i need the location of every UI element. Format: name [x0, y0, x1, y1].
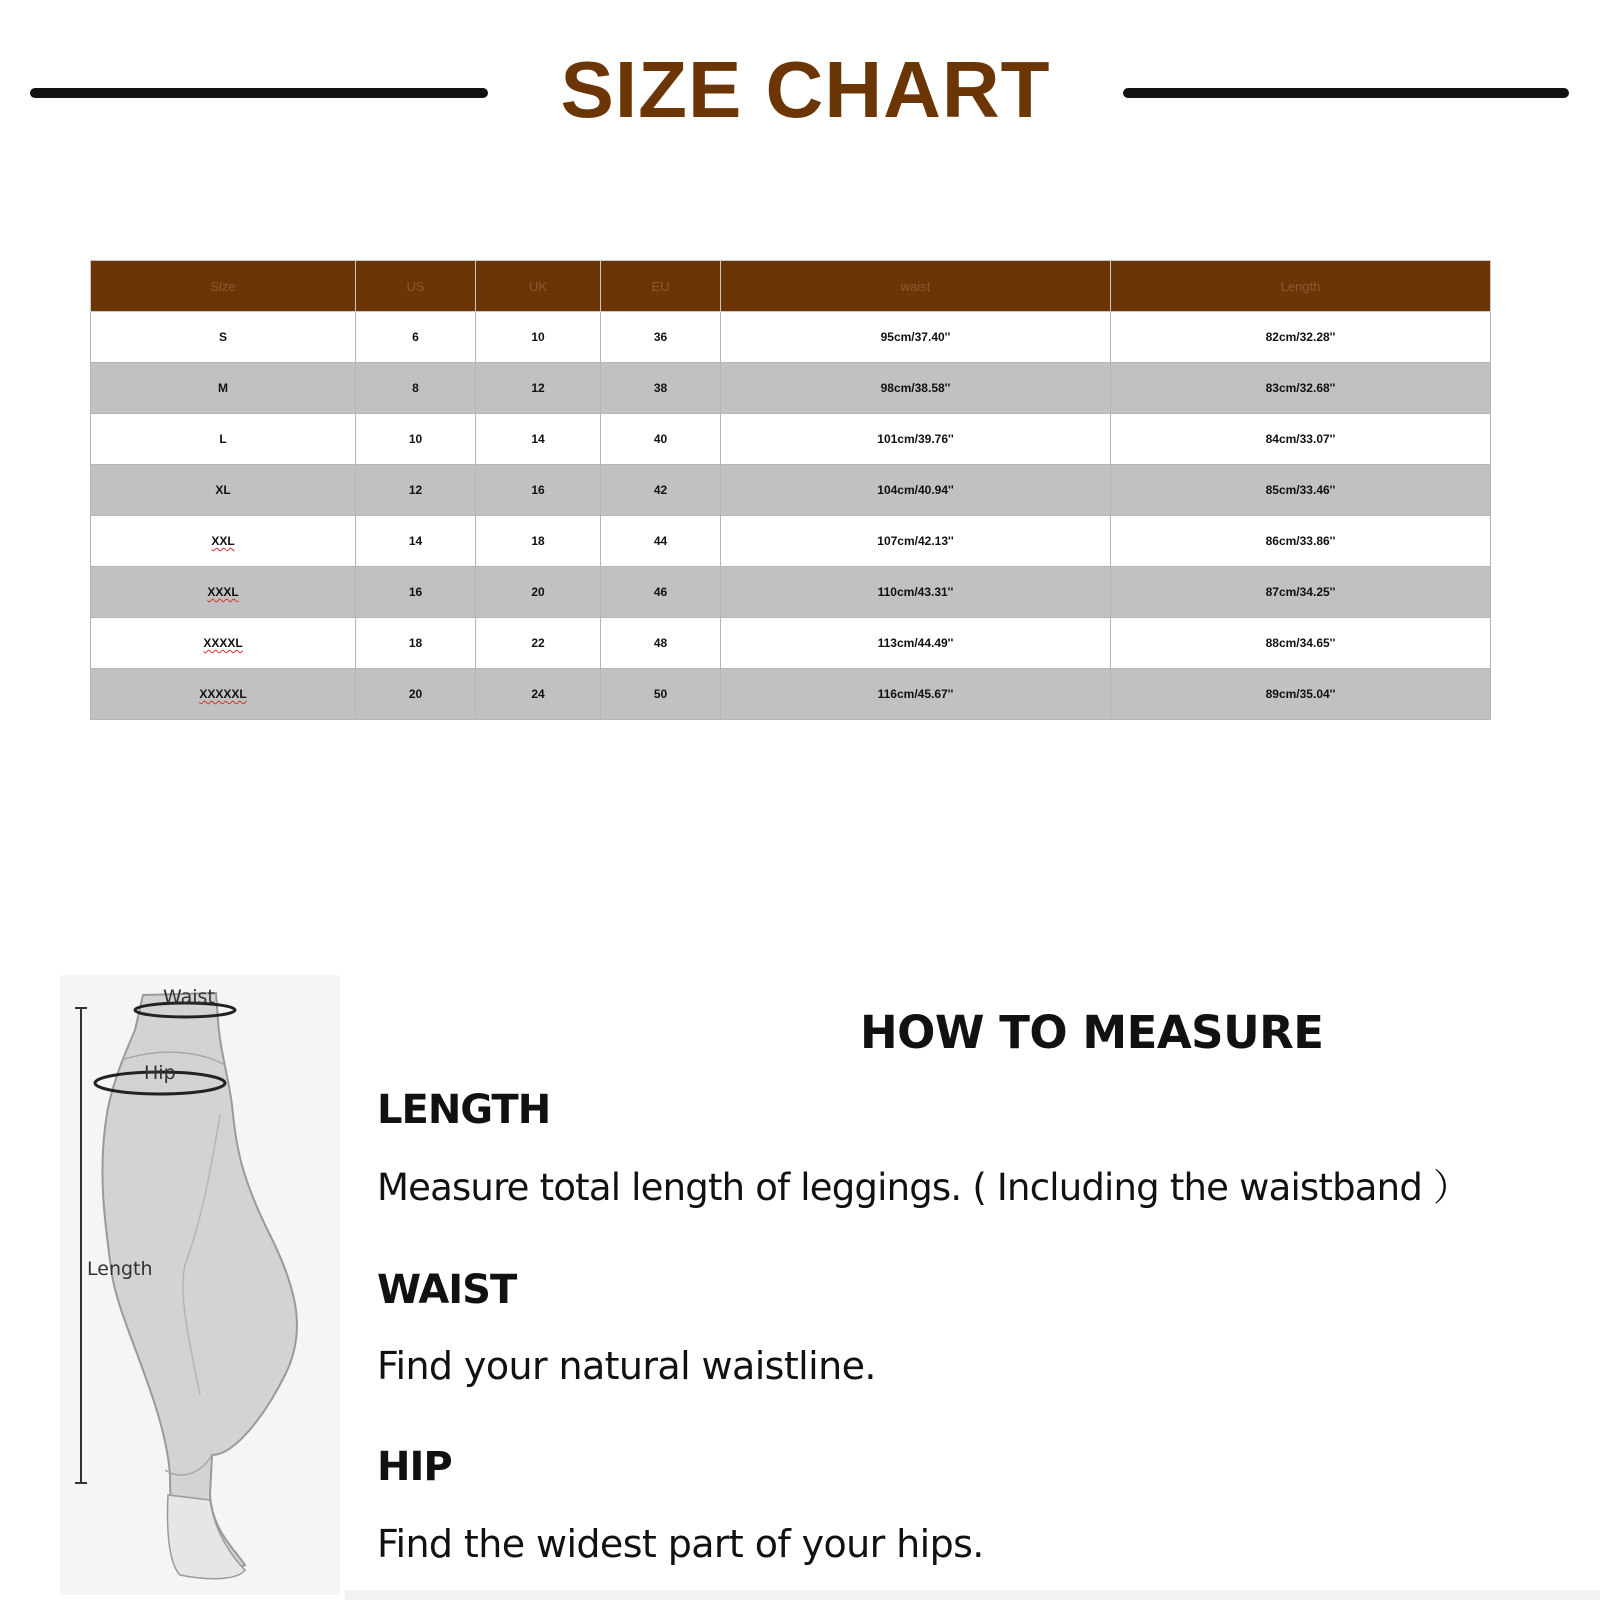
cell-waist: 98cm/38.58'' — [721, 363, 1111, 414]
cell-size: L — [91, 414, 356, 465]
cell-size-text: XXXL — [207, 585, 239, 599]
cell-waist: 107cm/42.13'' — [721, 516, 1111, 567]
cell-eu: 36 — [601, 312, 721, 363]
cell-size-text: XXXXL — [203, 636, 243, 650]
cell-uk: 18 — [476, 516, 601, 567]
length-section-title: LENGTH — [377, 1087, 551, 1133]
cell-length: 87cm/34.25'' — [1111, 567, 1491, 618]
leggings-measurement-illustration — [60, 975, 340, 1595]
cell-eu: 50 — [601, 669, 721, 720]
cell-waist: 113cm/44.49'' — [721, 618, 1111, 669]
cell-size — [91, 618, 356, 669]
waist-section-text: Find your natural waistline. — [377, 1344, 876, 1388]
length-label: Length — [87, 1258, 153, 1280]
cell-size — [91, 516, 356, 567]
hip-section-text: Find the widest part of your hips. — [377, 1522, 984, 1566]
cell-eu: 38 — [601, 363, 721, 414]
cell-us: 16 — [356, 567, 476, 618]
column-header-size: Size — [91, 261, 356, 312]
cell-uk: 12 — [476, 363, 601, 414]
cell-size-text: XXL — [211, 534, 235, 548]
cell-uk: 20 — [476, 567, 601, 618]
page-title: SIZE CHART — [560, 45, 1051, 134]
cell-uk: 16 — [476, 465, 601, 516]
column-header-us: US — [356, 261, 476, 312]
header-rule-right — [1123, 88, 1569, 98]
cell-eu: 46 — [601, 567, 721, 618]
table-row — [91, 414, 1491, 465]
table-row — [91, 567, 1491, 618]
column-header-waist: waist — [721, 261, 1111, 312]
cell-waist: 110cm/43.31'' — [721, 567, 1111, 618]
cell-us: 10 — [356, 414, 476, 465]
cell-eu: 48 — [601, 618, 721, 669]
size-chart-table — [90, 260, 1491, 720]
column-header-uk: UK — [476, 261, 601, 312]
cell-size: M — [91, 363, 356, 414]
cell-waist: 104cm/40.94'' — [721, 465, 1111, 516]
cell-waist: 116cm/45.67'' — [721, 669, 1111, 720]
cell-waist: 101cm/39.76'' — [721, 414, 1111, 465]
length-section-text: Measure total length of leggings. ( Including the waistband ） — [377, 1166, 1470, 1209]
cell-us: 12 — [356, 465, 476, 516]
table-row — [91, 618, 1491, 669]
hip-label: Hip — [144, 1062, 176, 1084]
table-row — [91, 312, 1491, 363]
bottom-band — [345, 1590, 1600, 1600]
cell-size — [91, 567, 356, 618]
table-row — [91, 669, 1491, 720]
table-row — [91, 516, 1491, 567]
cell-length: 89cm/35.04'' — [1111, 669, 1491, 720]
cell-waist: 95cm/37.40'' — [721, 312, 1111, 363]
hip-section-title: HIP — [377, 1444, 452, 1490]
cell-eu: 40 — [601, 414, 721, 465]
cell-uk: 24 — [476, 669, 601, 720]
cell-uk: 10 — [476, 312, 601, 363]
cell-length: 83cm/32.68'' — [1111, 363, 1491, 414]
column-header-length: Length — [1111, 261, 1491, 312]
cell-length: 82cm/32.28'' — [1111, 312, 1491, 363]
header-rule-left — [30, 88, 488, 98]
cell-us: 8 — [356, 363, 476, 414]
cell-size-text: XXXXXL — [199, 687, 247, 701]
cell-length: 84cm/33.07'' — [1111, 414, 1491, 465]
cell-length: 85cm/33.46'' — [1111, 465, 1491, 516]
cell-size: S — [91, 312, 356, 363]
cell-eu: 44 — [601, 516, 721, 567]
cell-length: 86cm/33.86'' — [1111, 516, 1491, 567]
waist-section-title: WAIST — [377, 1267, 517, 1313]
column-header-eu: EU — [601, 261, 721, 312]
cell-size: XL — [91, 465, 356, 516]
table-header-row — [91, 261, 1491, 312]
cell-us: 6 — [356, 312, 476, 363]
cell-us: 18 — [356, 618, 476, 669]
table-row — [91, 363, 1491, 414]
cell-us: 20 — [356, 669, 476, 720]
table-row — [91, 465, 1491, 516]
cell-size — [91, 669, 356, 720]
cell-uk: 14 — [476, 414, 601, 465]
waist-label: Waist — [163, 986, 215, 1008]
cell-uk: 22 — [476, 618, 601, 669]
cell-eu: 42 — [601, 465, 721, 516]
how-to-measure-heading: HOW TO MEASURE — [860, 1006, 1324, 1059]
cell-us: 14 — [356, 516, 476, 567]
cell-length: 88cm/34.65'' — [1111, 618, 1491, 669]
